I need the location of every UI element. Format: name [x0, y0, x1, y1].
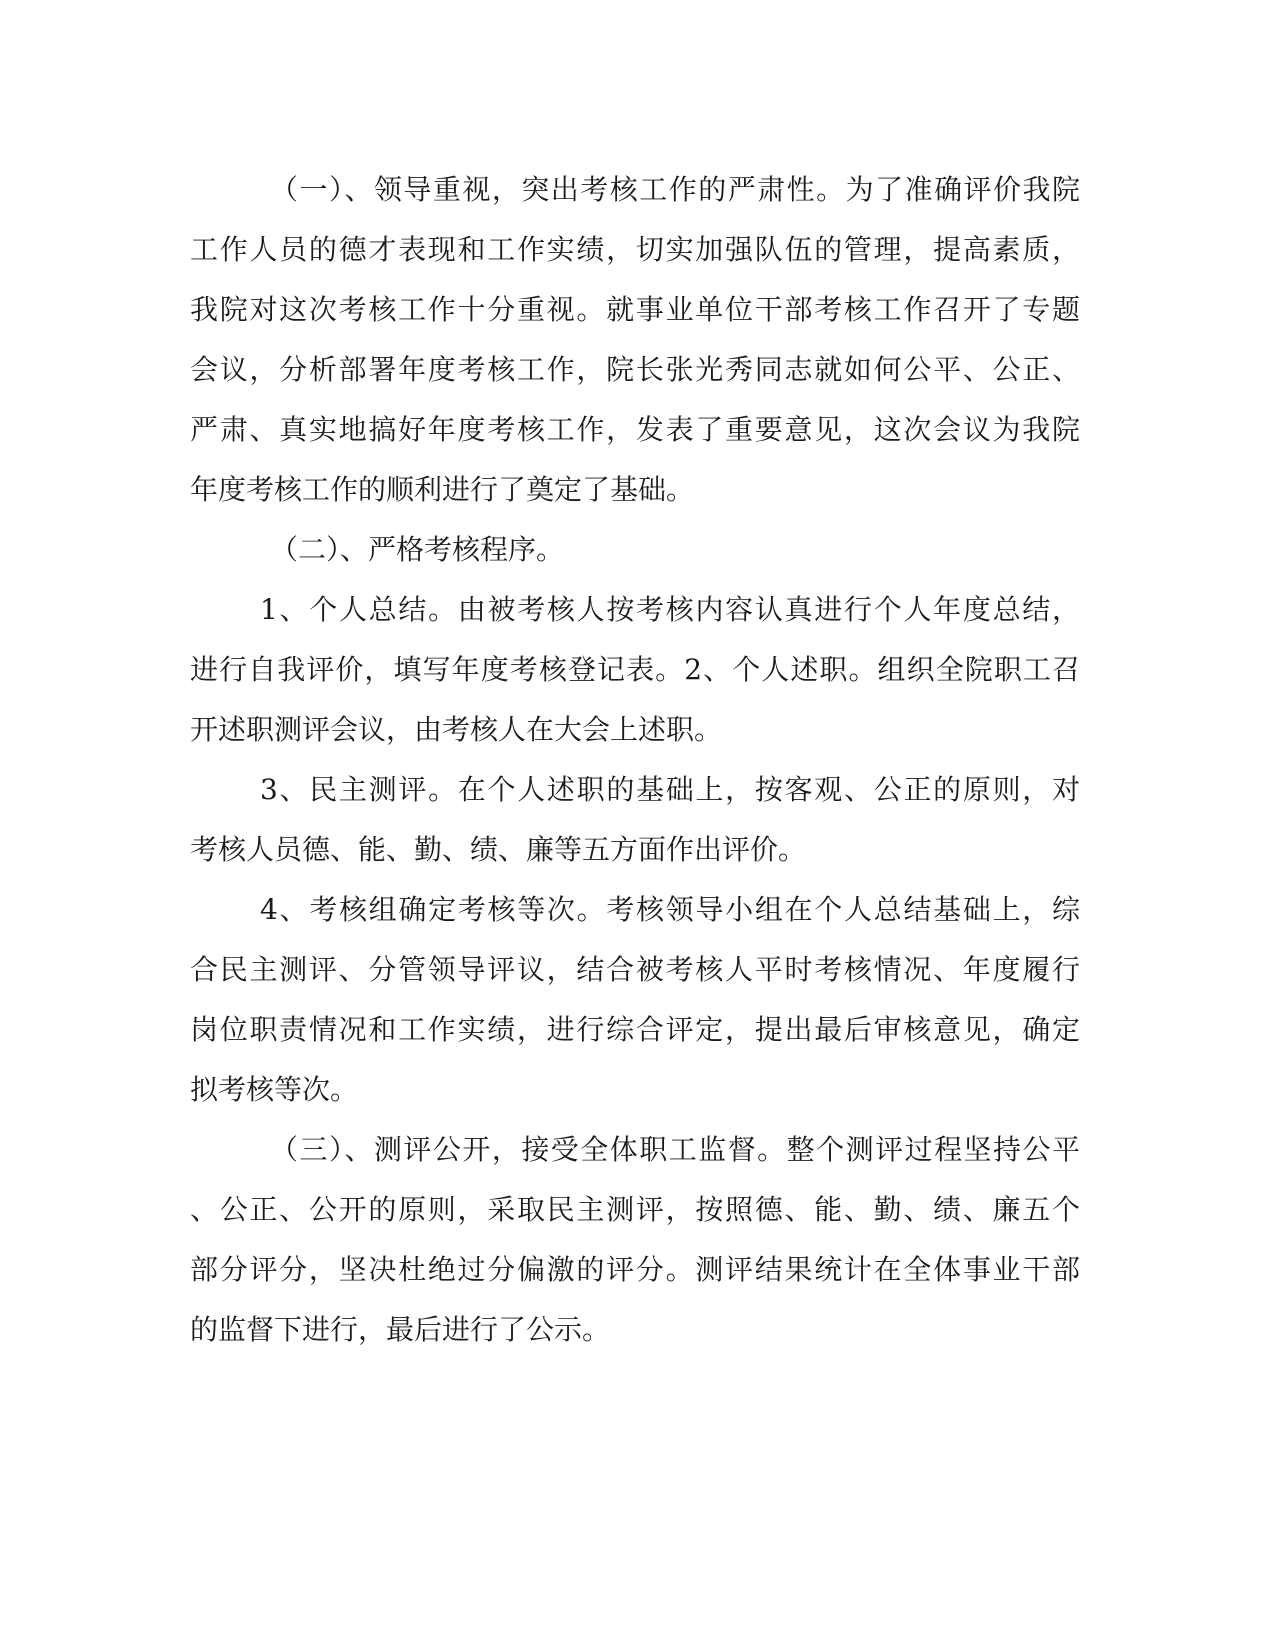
section-heading-2: （二）、严格考核程序。 [270, 533, 565, 566]
paragraph-6-line-3: 部分评分，坚决杜绝过分偏激的评分。测评结果统计在全体事业干部 [190, 1253, 1080, 1286]
paragraph-5-line-3: 岗位职责情况和工作实绩，进行综合评定，提出最后审核意见，确定 [190, 1013, 1080, 1046]
paragraph-5-line-2: 合民主测评、分管领导评议，结合被考核人平时考核情况、年度履行 [190, 953, 1080, 986]
paragraph-6-line-2: 、公正、公开的原则，采取民主测评，按照德、能、勤、绩、廉五个 [190, 1193, 1080, 1226]
paragraph-3-line-2: 进行自我评价，填写年度考核登记表。2、个人述职。组织全院职工召 [190, 653, 1080, 686]
paragraph-4-line-2: 考核人员德、能、勤、绩、廉等五方面作出评价。 [190, 833, 807, 866]
paragraph-3-line-3: 开述职测评会议，由考核人在大会上述职。 [190, 713, 723, 746]
paragraph-5-line-1: 4、考核组确定考核等次。考核领导小组在个人总结基础上，综 [260, 893, 1080, 926]
paragraph-1-line-3: 我院对这次考核工作十分重视。就事业单位干部考核工作召开了专题 [190, 293, 1080, 326]
paragraph-4-line-1: 3、民主测评。在个人述职的基础上，按客观、公正的原则，对 [260, 773, 1080, 806]
paragraph-6-line-4: 的监督下进行，最后进行了公示。 [190, 1313, 611, 1346]
paragraph-1-line-2: 工作人员的德才表现和工作实绩，切实加强队伍的管理，提高素质， [190, 233, 1080, 266]
paragraph-3-line-1: 1、个人总结。由被考核人按考核内容认真进行个人年度总结， [260, 593, 1080, 626]
document-body [190, 160, 1080, 1360]
paragraph-1-line-1: （一）、领导重视，突出考核工作的严肃性。为了准确评价我院 [270, 173, 1080, 206]
paragraph-1-line-5: 严肃、真实地搞好年度考核工作，发表了重要意见，这次会议为我院 [190, 413, 1080, 446]
paragraph-1-line-6: 年度考核工作的顺利进行了奠定了基础。 [190, 473, 695, 506]
paragraph-1-line-4: 会议，分析部署年度考核工作，院长张光秀同志就如何公平、公正、 [190, 353, 1080, 386]
paragraph-6-line-1: （三）、测评公开，接受全体职工监督。整个测评过程坚持公平 [270, 1133, 1080, 1166]
paragraph-5-line-4: 拟考核等次。 [190, 1073, 359, 1106]
